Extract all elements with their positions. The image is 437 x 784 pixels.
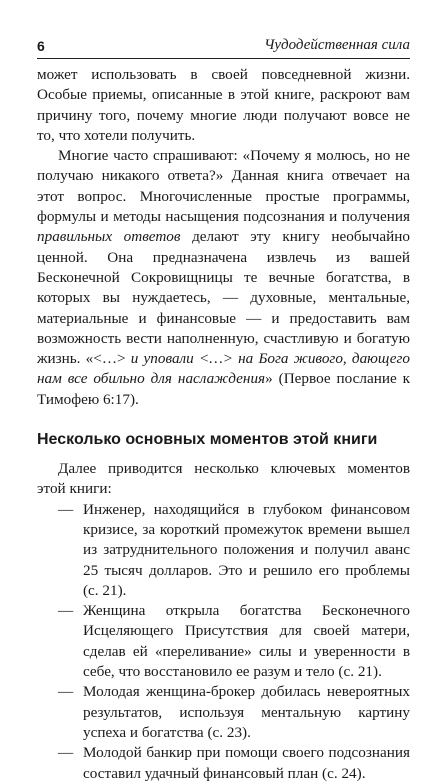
dash-marker: —	[58, 744, 74, 762]
list-item-text: Молодой банкир при помощи своего подсознания составил удачный финансовый план (с. 24).	[83, 744, 410, 782]
dash-marker: —	[58, 683, 74, 701]
emphasis-text: правильных ответов	[37, 228, 181, 246]
list-item	[37, 500, 410, 601]
list-item	[37, 682, 410, 743]
paragraph-text: Многие часто спрашивают: «Почему я молюсь, но не получаю никакого ответа?» Данная книга отвечает на этот вопрос. Многочисленные простые программы, формулы и методы насыщения подсознания и получения	[37, 147, 410, 226]
page-number: 6	[37, 38, 45, 54]
list-intro: Далее приводится несколько ключевых моментов этой книги:	[37, 460, 410, 498]
list-item-text: Инженер, находящийся в глубоком финансовом кризисе, за короткий промежуток времени вышел из затруднительного положения и получил аванс 25 тысяч долларов. Это и решило его проблемы (с. 21).	[83, 500, 410, 599]
list-item	[37, 743, 410, 784]
paragraph-text: » (Первое послание к Тимофею 6:17).	[37, 370, 411, 408]
section-heading: Несколько основных моментов этой книги	[37, 431, 378, 449]
dash-marker: —	[58, 500, 74, 518]
paragraph-questions	[37, 146, 410, 410]
running-header	[37, 34, 410, 59]
list-item-text: Женщина открыла богатства Бесконечного Исцеляющего Присутствия для своей матери, сделав ей «переливание» силы и уверенности в себе, что восстановило ее разум и тело (с. 21).	[83, 602, 410, 681]
running-title: Чудодейственная сила	[264, 37, 410, 53]
paragraph-text: делают эту книгу необычайно ценной. Она предназначена извлечь из вашей Бесконечной Сокровищницы те вечные богатства, в которых вы нуждаетесь, — духовные, ментальные, материальные и финансовые — и предоставить вам возможность вести наполненную, счастливую и богатую жизнь. «<…>	[37, 228, 410, 368]
list-item-text: Молодая женщина-брокер добилась невероятных результатов, используя ментальную картину успеха и богатства (с. 23).	[83, 683, 410, 741]
paragraph-continuation: может использовать в своей повседневной жизни. Особые приемы, описанные в этой книге, раскроют вам причину того, почему многие люди получают вовсе не то, что хотели получить.	[37, 66, 410, 144]
key-points-list	[37, 500, 410, 784]
scripture-quote: и уповали <…> на Бога живого, дающего нам все обильно для наслаждения	[37, 350, 410, 388]
dash-marker: —	[58, 602, 74, 620]
list-item	[37, 601, 410, 682]
page-body	[37, 65, 410, 784]
